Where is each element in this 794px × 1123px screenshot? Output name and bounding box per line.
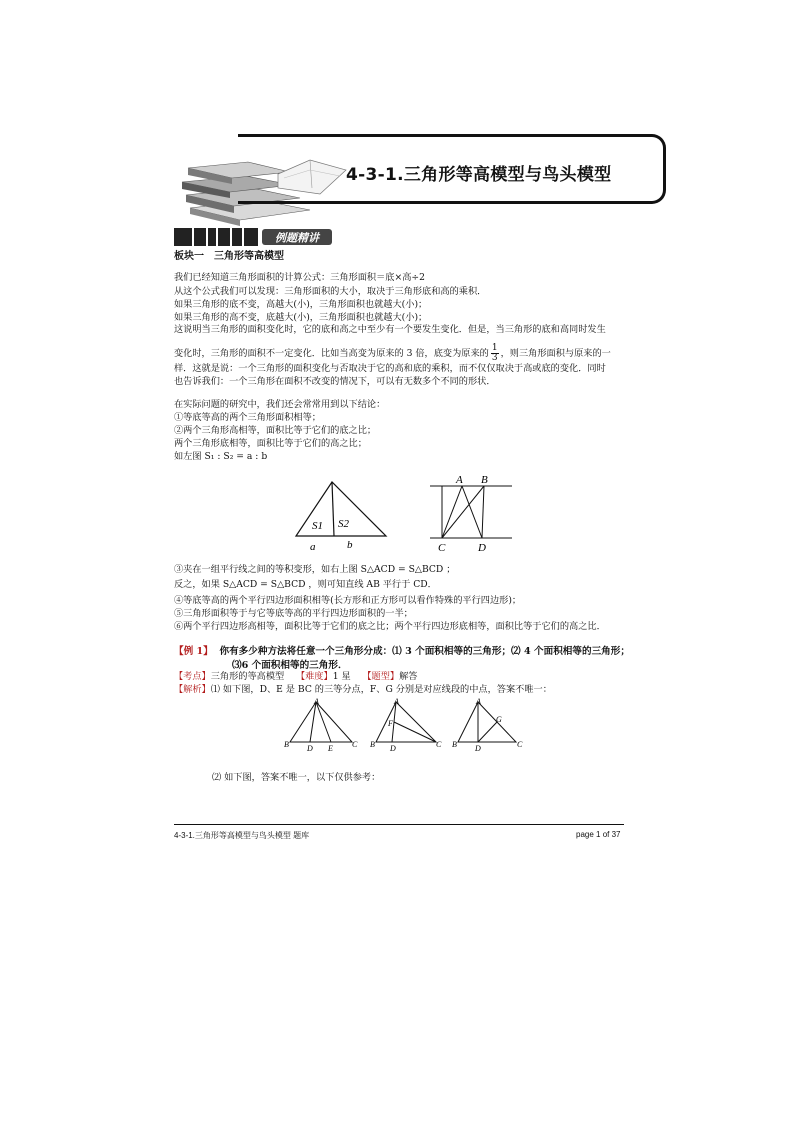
example-q1: 你有多少种方法将任意一个三角形分成：⑴ 3 个面积相等的三角形；⑵ 4 个面积相等的三角形；	[219, 646, 630, 657]
intro-line-5: 这说明当三角形的面积变化时，它的底和高之中至少有一个要发生变化．但是，当三角形的底和高同时发生	[174, 324, 606, 335]
section-heading: 板块一 三角形等高模型	[174, 251, 284, 262]
conclusion-figure-ref: 如左图 S₁ : S₂ = a : b	[174, 451, 268, 462]
type-tag: 【题型】	[362, 671, 400, 682]
svg-text:G: G	[496, 715, 502, 724]
example-q2: ⑶6 个面积相等的三角形．	[232, 660, 348, 671]
intro-line-8: 也告诉我们：一个三角形在面积不改变的情况下，可以有无数多个不同的形状．	[174, 376, 496, 387]
conclusion-2b: 两个三角形底相等，面积比等于它们的高之比；	[174, 438, 367, 449]
intro-line-4: 如果三角形的高不变，底越大(小)，三角形面积也就越大(小)；	[174, 312, 428, 323]
conclusion-6: ⑥两个平行四边形高相等，面积比等于它们的底之比；两个平行四边形底相等，面积比等于它们的高之比．	[174, 621, 606, 632]
kp-tag: 【考点】	[174, 671, 211, 682]
intro-line-7: 样．这就是说：一个三角形的面积变化与否取决于它的高和底的乘积，而不仅仅取决于高或底的变化．同时	[174, 363, 606, 374]
svg-text:A: A	[476, 697, 481, 706]
svg-text:B: B	[452, 740, 457, 749]
conclusion-3b: 反之，如果 S△ACD = S△BCD ，则可知直线 AB 平行于 CD．	[174, 579, 437, 590]
intro-line-3: 如果三角形的底不变，高越大(小)，三角形面积也就越大(小)；	[174, 299, 428, 310]
difficulty-tag: 【难度】	[295, 671, 333, 682]
figure-parallel-lines	[426, 470, 516, 556]
conclusion-5: ⑤三角形面积等于与它等底等高的平行四边形面积的一半；	[174, 608, 413, 619]
svg-text:B: B	[284, 740, 289, 749]
svg-text:C: C	[352, 740, 358, 749]
intro-line-2: 从这个公式我们可以发现：三角形面积的大小，取决于三角形底和高的乘积．	[174, 286, 487, 297]
type-value: 解答	[399, 671, 418, 682]
svg-text:E: E	[328, 744, 333, 753]
footer-page-number: page 1 of 37	[576, 830, 621, 839]
svg-text:C: C	[436, 740, 442, 749]
svg-text:C: C	[517, 740, 523, 749]
label-s1: S1	[312, 520, 323, 532]
svg-text:A: A	[394, 697, 399, 706]
svg-text:A: A	[314, 697, 319, 706]
figure-solution-triangles	[282, 696, 532, 756]
label-C: C	[438, 542, 446, 554]
example-label: 【例 1】	[174, 646, 213, 657]
intro-line-6	[174, 344, 611, 363]
solution-line-2: ⑵ 如下图，答案不唯一，以下仅供参考：	[212, 772, 381, 783]
conclusion-4: ④等底等高的两个平行四边形面积相等(长方形和正方形可以看作特殊的平行四边形)；	[174, 595, 522, 606]
svg-text:F: F	[388, 719, 393, 728]
conclusion-3: ③夹在一组平行线之间的等积变形，如右上图 S△ACD = S△BCD ；	[174, 564, 456, 575]
section-banner	[174, 226, 334, 248]
example-question-line-1	[174, 643, 630, 657]
intro-line-1: 我们已经知道三角形面积的计算公式：三角形面积＝底×高÷2	[174, 272, 425, 283]
page-title: 4-3-1.三角形等高模型与鸟头模型	[346, 165, 612, 185]
footer-left: 4-3-1.三角形等高模型与鸟头模型 题库	[174, 831, 310, 840]
solution-tag: 【解析】	[174, 684, 211, 695]
solution-text-1: ⑴ 如下图，D、E 是 BC 的三等分点，F、G 分别是对应线段的中点，答案不唯一：	[210, 684, 552, 695]
solution-line-1	[174, 684, 552, 696]
label-B: B	[481, 474, 488, 486]
kp-value: 三角形的等高模型	[210, 671, 285, 682]
figure-triangle-split	[290, 478, 400, 556]
label-D: D	[478, 542, 486, 554]
banner-label: 例题精讲	[275, 231, 319, 245]
footer-rule	[174, 824, 624, 825]
example-meta	[174, 671, 417, 683]
label-a: a	[310, 541, 316, 553]
intro-line-6b: ，则三角形面积与原来的一	[500, 348, 611, 359]
label-s2: S2	[338, 518, 349, 530]
svg-text:D: D	[390, 744, 396, 753]
conclusion-2: ②两个三角形高相等，面积比等于它们的底之比；	[174, 425, 377, 436]
svg-text:B: B	[370, 740, 375, 749]
label-A: A	[456, 474, 463, 486]
conclusion-intro: 在实际问题的研究中，我们还会常常用到以下结论：	[174, 399, 386, 410]
intro-line-6a: 变化时，三角形的面积不一定变化．比如当高变为原来的 3 倍，底变为原来的	[174, 348, 489, 359]
conclusion-1: ①等底等高的两个三角形面积相等；	[174, 412, 321, 423]
fraction-one-third: $\frac{1}{3}$	[491, 343, 498, 363]
svg-text:D: D	[307, 744, 313, 753]
svg-text:D: D	[475, 744, 481, 753]
difficulty-value: 1 星	[332, 671, 351, 682]
label-b: b	[347, 539, 353, 551]
